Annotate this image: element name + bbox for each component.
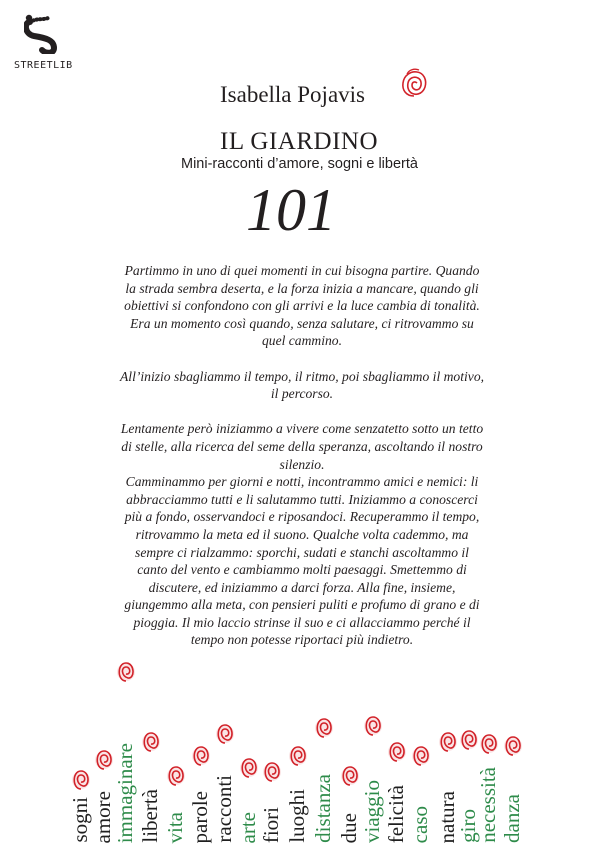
flower-word: parole [188, 790, 212, 843]
flower-word: immaginare [113, 742, 137, 843]
flower-word: distanza [311, 774, 335, 843]
flower-word: felicità [384, 784, 408, 843]
flower-words [0, 660, 600, 851]
streetlib-logo [14, 14, 72, 86]
flower-word: due [337, 812, 361, 843]
flower-word: giro [456, 809, 480, 843]
author-name: Isabella Pojavis [220, 82, 365, 107]
flower-word: danza [500, 794, 524, 843]
flower-word: libertà [138, 789, 162, 843]
story-paragraph: Camminammo per giorni e notti, incontrammo amici e nemici: li abbracciammo tutti e li salutammo tutti. Iniziammo a conoscerci più a fondo, osservandoci e riposandoci. Recuperammo il tempo, ritrovammo la meta ed il suono. Qualche volta cademmo, ma sempre ci rialzammo: sporchi, sudati e stanchi ascoltammo il canto del vento e cambiammo molti paesaggi. Smettemmo di discutere, ed iniziammo a darci forza. Alla fine, insieme, giungemmo alla meta, con pensieri puliti e profumo di grano e di pioggia. Il mio laccio strinse il suo e ci allacciammo perché il tempo non potesse riportaci più indietro. [124, 474, 480, 648]
flower-word: natura [435, 790, 459, 843]
flower-word: sogni [68, 797, 92, 843]
flower-word: racconti [212, 775, 236, 843]
flower-word: luoghi [285, 789, 309, 843]
story-paragraph: Partimmo in uno di quei momenti in cui bisogna partire. Quando la strada sembra deserta, e la forza inizia a mancare, quando gli obiettivi si confondono con gli arrivi e la luce cambia di tonalità. Era un momento così quando, senza salutare, ci ritrovammo su quel cammino. [124, 263, 480, 349]
story-number: 101 [246, 177, 336, 243]
flower-word: vita [163, 811, 187, 843]
story-paragraph: Lentamente però iniziammo a vivere come senzatetto sotto un tetto di stelle, alla ricerca del seme della speranza, ascoltando il nostro silenzio. [120, 421, 484, 472]
flower-word: necessità [476, 767, 500, 843]
flower-word: amore [91, 790, 115, 843]
worm-s-icon [24, 14, 62, 54]
story-text [120, 262, 484, 667]
flower-word: viaggio [360, 780, 384, 843]
story-paragraph: All’inizio sbagliammo il tempo, il ritmo, poi sbagliammo il motivo, il percorso. [120, 368, 485, 402]
book-title: IL GIARDINO [220, 128, 379, 155]
book-subtitle: Mini-racconti d’amore, sogni e libertà [181, 156, 418, 172]
flower-word: caso [408, 805, 432, 843]
rose-icon [398, 66, 430, 102]
flower-word: fiori [259, 806, 283, 843]
flower-word: arte [236, 811, 260, 843]
flower-garden [0, 660, 600, 851]
logo-text: STREETLIB [14, 60, 73, 71]
